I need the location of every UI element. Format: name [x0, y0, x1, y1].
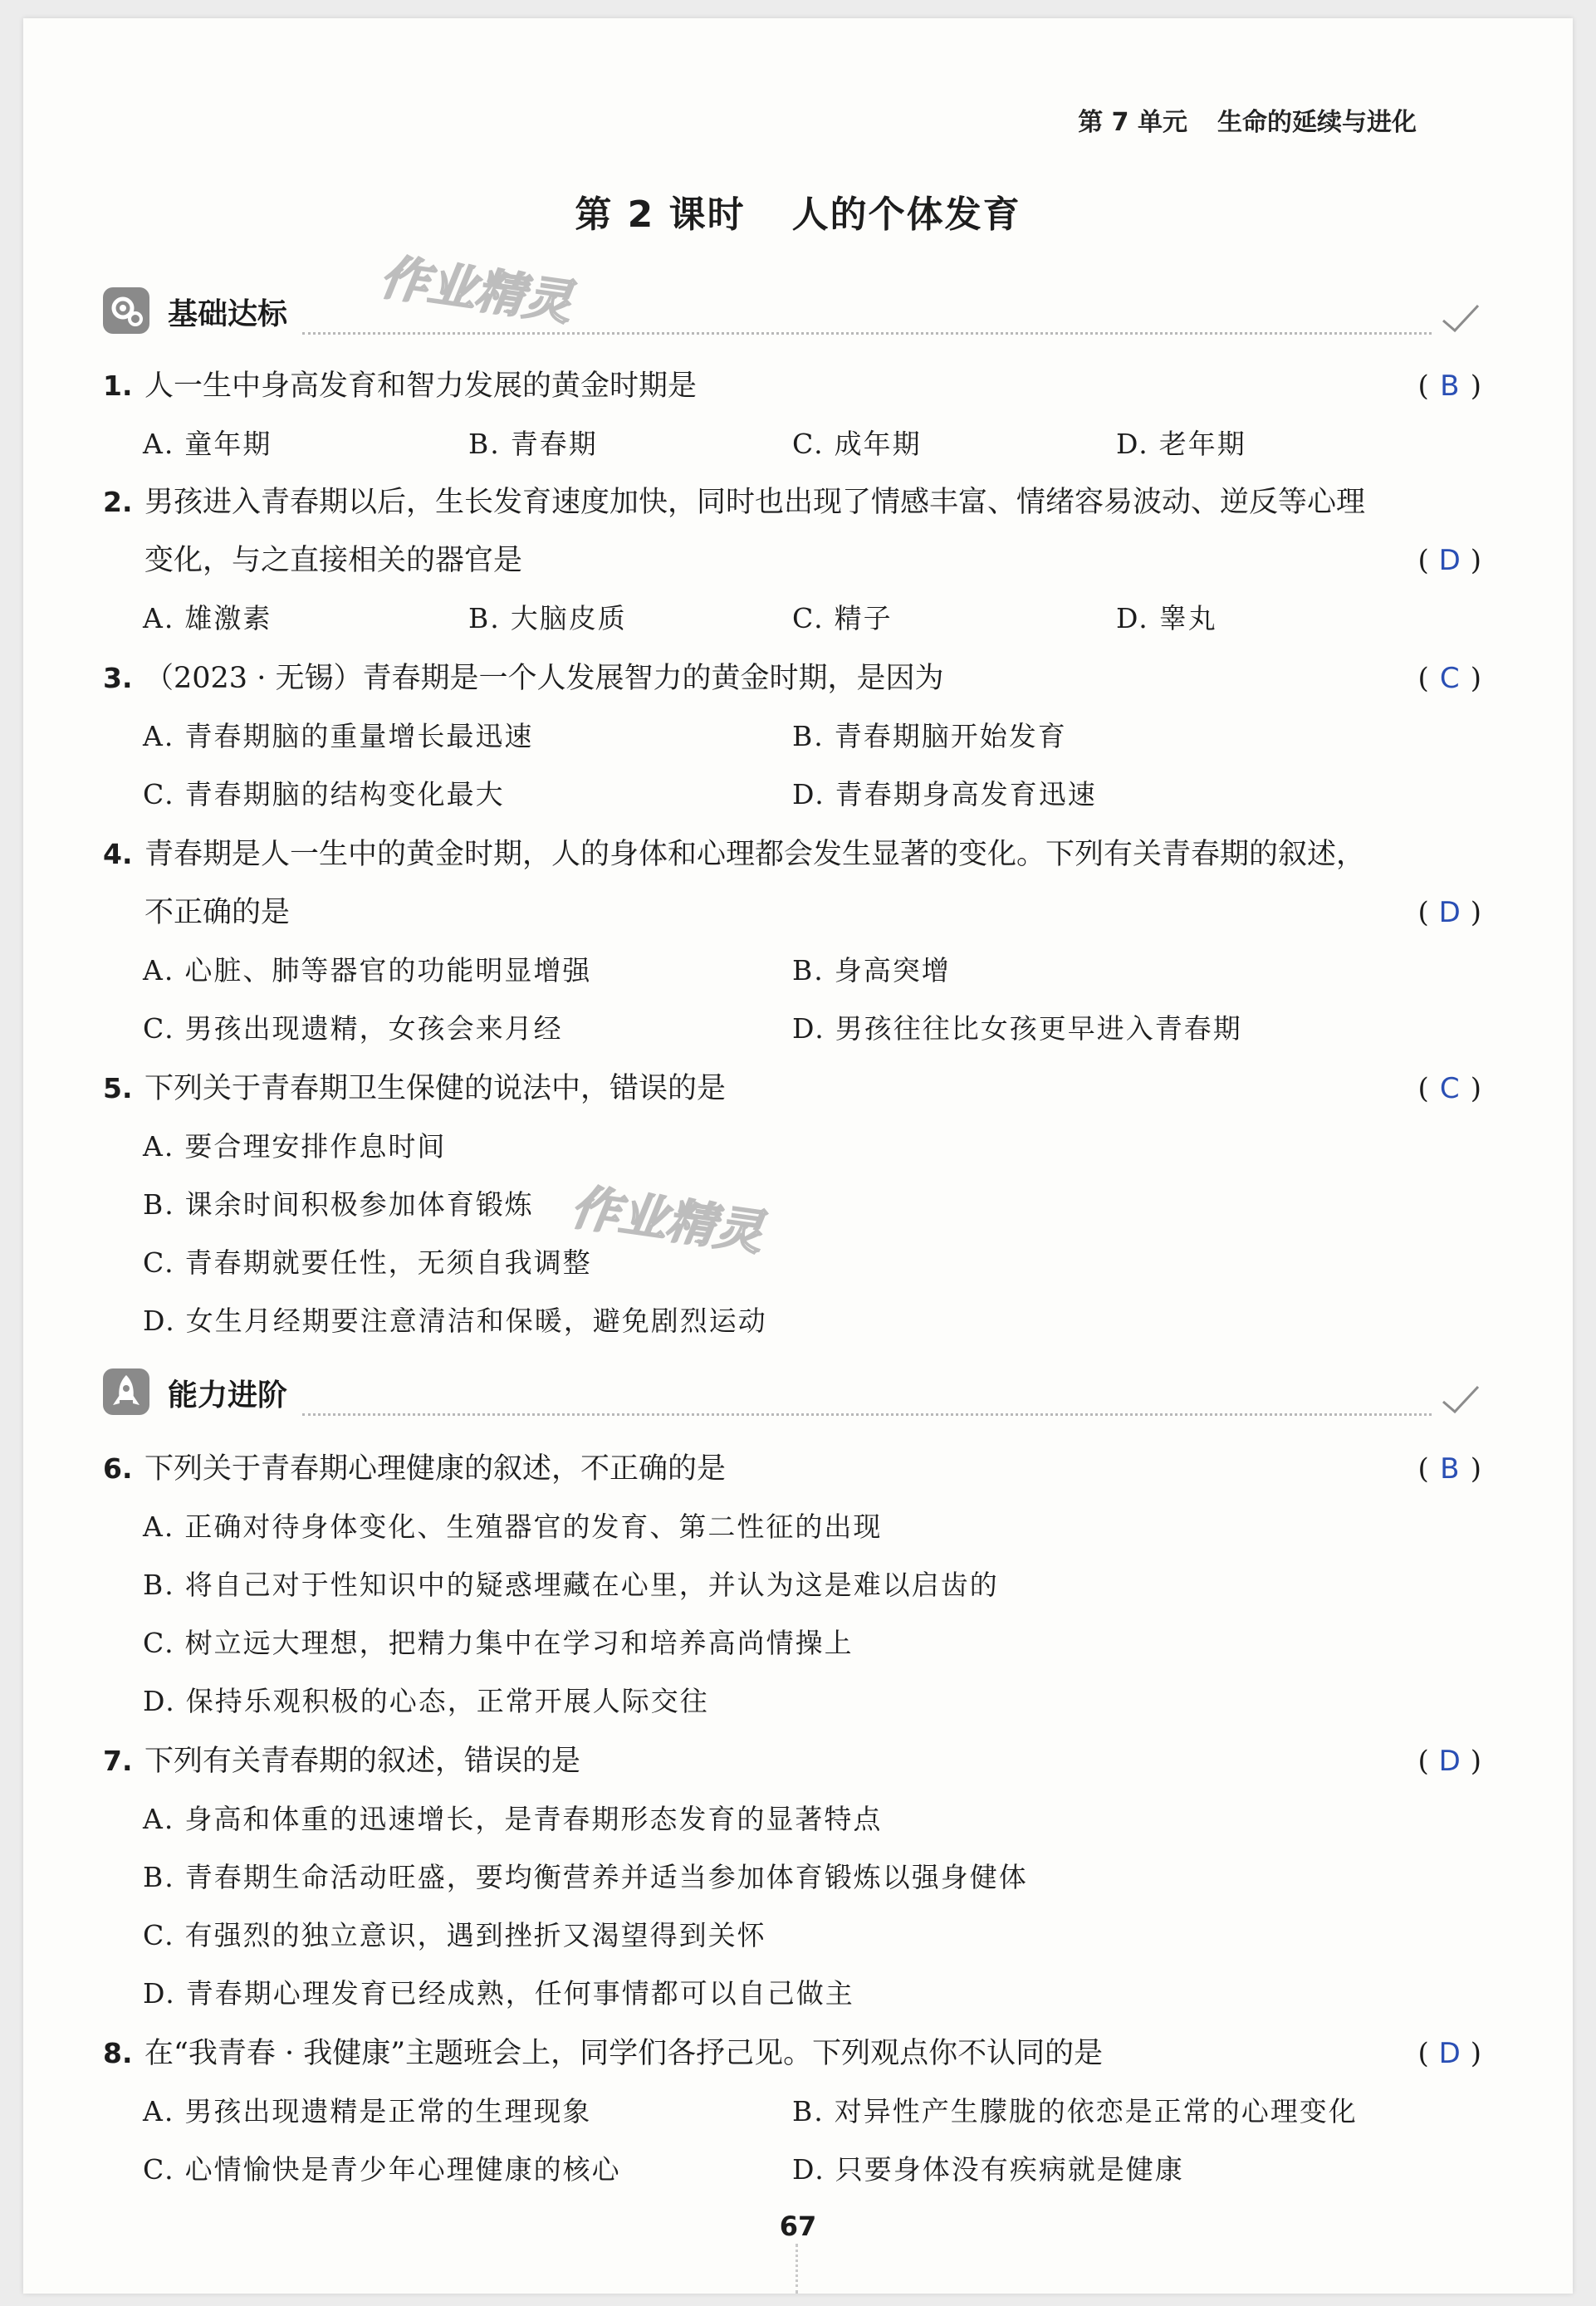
answer-bracket: ( B )	[1417, 1440, 1481, 1498]
question-text: 人一生中身高发育和智力发展的黄金时期是	[144, 370, 698, 403]
question-1	[103, 357, 1490, 473]
lesson-name: 人的个体发育	[791, 193, 1021, 236]
question-6	[103, 1440, 1490, 1731]
options-row	[103, 1848, 1490, 1907]
watermark: 作业精灵	[376, 248, 575, 331]
answer-bracket: ( D )	[1417, 2024, 1481, 2083]
question-stem	[103, 2024, 1490, 2083]
workbook-page	[23, 18, 1573, 2294]
option-d: D. 青春期身高发育迅速	[792, 778, 1097, 810]
checkmark-icon	[1440, 297, 1481, 339]
section-advanced	[103, 1364, 1481, 1422]
unit-number: 第 7 单元	[1078, 108, 1187, 137]
answer-letter: D	[1438, 896, 1461, 929]
question-number: 2.	[103, 486, 133, 518]
option-a: A. 男孩出现遗精是正常的生理现象	[143, 2095, 592, 2127]
question-text: 下列关于青春期卫生保健的说法中，错误的是	[144, 1072, 727, 1105]
options-row	[103, 1292, 1490, 1350]
answer-bracket: ( B )	[1417, 357, 1481, 415]
rocket-icon	[103, 1368, 149, 1415]
page-number: 67	[779, 2211, 817, 2242]
checkmark-icon	[1440, 1378, 1481, 1420]
running-header	[1078, 101, 1417, 138]
options-row	[103, 1614, 1490, 1672]
question-number: 4.	[103, 838, 133, 870]
question-stem	[103, 473, 1490, 590]
options-row	[103, 1118, 1490, 1176]
question-text: 在“我青春 · 我健康”主题班会上，同学们各抒己见。下列观点你不认同的是	[144, 2037, 1104, 2070]
lesson-number: 第 2 课时	[575, 193, 746, 236]
question-number: 1.	[103, 370, 133, 402]
question-number: 7.	[103, 1745, 133, 1777]
option-b: B. 对异性产生朦胧的依恋是正常的心理变化	[792, 2095, 1358, 2127]
option-b: B. 大脑皮质	[468, 602, 627, 634]
option-d: D. 女生月经期要注意清洁和保暖，避免剧烈运动	[143, 1305, 767, 1337]
options-row	[103, 1498, 1490, 1556]
option-a: A. 正确对待身体变化、生殖器官的发育、第二性征的出现	[143, 1510, 883, 1543]
section-title: 能力进阶	[168, 1378, 288, 1412]
option-d: D. 青春期心理发育已经成熟，任何事情都可以自己做主	[143, 1977, 854, 2010]
option-d: D. 男孩往往比女孩更早进入青春期	[792, 1012, 1242, 1045]
option-a: A. 青春期脑的重量增长最迅速	[143, 720, 534, 752]
question-stem	[103, 649, 1490, 707]
answer-letter: D	[1438, 544, 1461, 577]
question-text: （2023 · 无锡）青春期是一个人发展智力的黄金时期，是因为	[144, 662, 944, 695]
option-c: C. 青春期脑的结构变化最大	[143, 778, 505, 810]
answer-bracket: ( D )	[1417, 884, 1481, 942]
section-title: 基础达标	[168, 297, 288, 331]
answer-letter: C	[1439, 662, 1460, 695]
question-text: 男孩进入青春期以后，生长发育速度加快，同时也出现了情感丰富、情绪容易波动、逆反等心理变化，与之直接相关的器官是	[144, 486, 1366, 577]
option-b: B. 青春期生命活动旺盛，要均衡营养并适当参加体育锻炼以强身健体	[143, 1861, 1028, 1893]
answer-letter: D	[1438, 2037, 1461, 2070]
option-c: C. 青春期就要任性，无须自我调整	[143, 1246, 592, 1279]
options-row	[103, 590, 1490, 648]
options-row	[103, 415, 1490, 473]
section-basic	[103, 282, 1481, 340]
option-c: C. 精子	[792, 602, 893, 634]
section-divider	[302, 332, 1432, 335]
option-a: A. 要合理安排作息时间	[143, 1130, 447, 1163]
question-stem	[103, 1060, 1490, 1118]
option-c: C. 成年期	[792, 428, 922, 460]
question-4	[103, 825, 1490, 1058]
section-divider	[302, 1413, 1432, 1416]
option-a: A. 雄激素	[143, 602, 272, 634]
question-text: 青春期是人一生中的黄金时期，人的身体和心理都会发生显著的变化。下列有关青春期的叙述，不正确的是	[144, 838, 1366, 929]
question-7	[103, 1732, 1490, 2023]
question-number: 5.	[103, 1072, 133, 1104]
option-d: D. 睾丸	[1116, 602, 1217, 634]
option-a: A. 童年期	[143, 428, 272, 460]
option-c: C. 男孩出现遗精，女孩会来月经	[143, 1012, 563, 1045]
option-d: D. 老年期	[1116, 428, 1246, 460]
answer-bracket: ( C )	[1417, 1060, 1481, 1118]
question-stem	[103, 825, 1490, 942]
options-row	[103, 1000, 1490, 1058]
question-stem	[103, 1732, 1490, 1790]
gear-icon	[103, 287, 149, 334]
option-b: B. 课余时间积极参加体育锻炼	[143, 1188, 534, 1221]
answer-letter: B	[1440, 370, 1460, 403]
options-row	[103, 1790, 1490, 1848]
option-c: C. 心情愉快是青少年心理健康的核心	[143, 2153, 621, 2186]
question-number: 6.	[103, 1452, 133, 1485]
options-row	[103, 2083, 1490, 2141]
question-stem	[103, 357, 1490, 415]
option-c: C. 树立远大理想，把精力集中在学习和培养高尚情操上	[143, 1627, 854, 1659]
options-row	[103, 1672, 1490, 1731]
options-row	[103, 1176, 1490, 1234]
option-a: A. 身高和体重的迅速增长，是青春期形态发育的显著特点	[143, 1803, 883, 1835]
options-row	[103, 1907, 1490, 1965]
fold-mark	[796, 2244, 803, 2294]
question-stem	[103, 1440, 1490, 1498]
option-a: A. 心脏、肺等器官的功能明显增强	[143, 954, 592, 987]
question-text: 下列关于青春期心理健康的叙述，不正确的是	[144, 1452, 727, 1486]
question-text: 下列有关青春期的叙述，错误的是	[144, 1745, 581, 1778]
option-c: C. 有强烈的独立意识，遇到挫折又渴望得到关怀	[143, 1919, 766, 1951]
option-b: B. 将自己对于性知识中的疑惑埋藏在心里，并认为这是难以启齿的	[143, 1569, 999, 1601]
question-5	[103, 1060, 1490, 1350]
unit-title: 生命的延续与进化	[1217, 108, 1417, 137]
option-b: B. 青春期	[468, 428, 598, 460]
options-row	[103, 766, 1490, 824]
answer-letter: D	[1438, 1745, 1461, 1778]
answer-letter: B	[1440, 1452, 1460, 1486]
option-b: B. 身高突增	[792, 954, 951, 987]
answer-bracket: ( D )	[1417, 1732, 1481, 1790]
question-number: 3.	[103, 662, 133, 694]
lesson-title	[23, 184, 1573, 237]
option-d: D. 保持乐观积极的心态，正常开展人际交往	[143, 1685, 709, 1717]
watermark: 作业精灵	[567, 1178, 766, 1261]
option-b: B. 青春期脑开始发育	[792, 720, 1067, 752]
question-number: 8.	[103, 2037, 133, 2069]
question-8	[103, 2024, 1490, 2199]
option-d: D. 只要身体没有疾病就是健康	[792, 2153, 1184, 2186]
options-row	[103, 2141, 1490, 2199]
answer-bracket: ( D )	[1417, 531, 1481, 590]
question-2	[103, 473, 1490, 648]
options-row	[103, 1965, 1490, 2023]
options-row	[103, 1234, 1490, 1292]
options-row	[103, 1556, 1490, 1614]
options-row	[103, 707, 1490, 766]
question-3	[103, 649, 1490, 824]
answer-bracket: ( C )	[1417, 649, 1481, 707]
answer-letter: C	[1439, 1072, 1460, 1105]
options-row	[103, 942, 1490, 1000]
